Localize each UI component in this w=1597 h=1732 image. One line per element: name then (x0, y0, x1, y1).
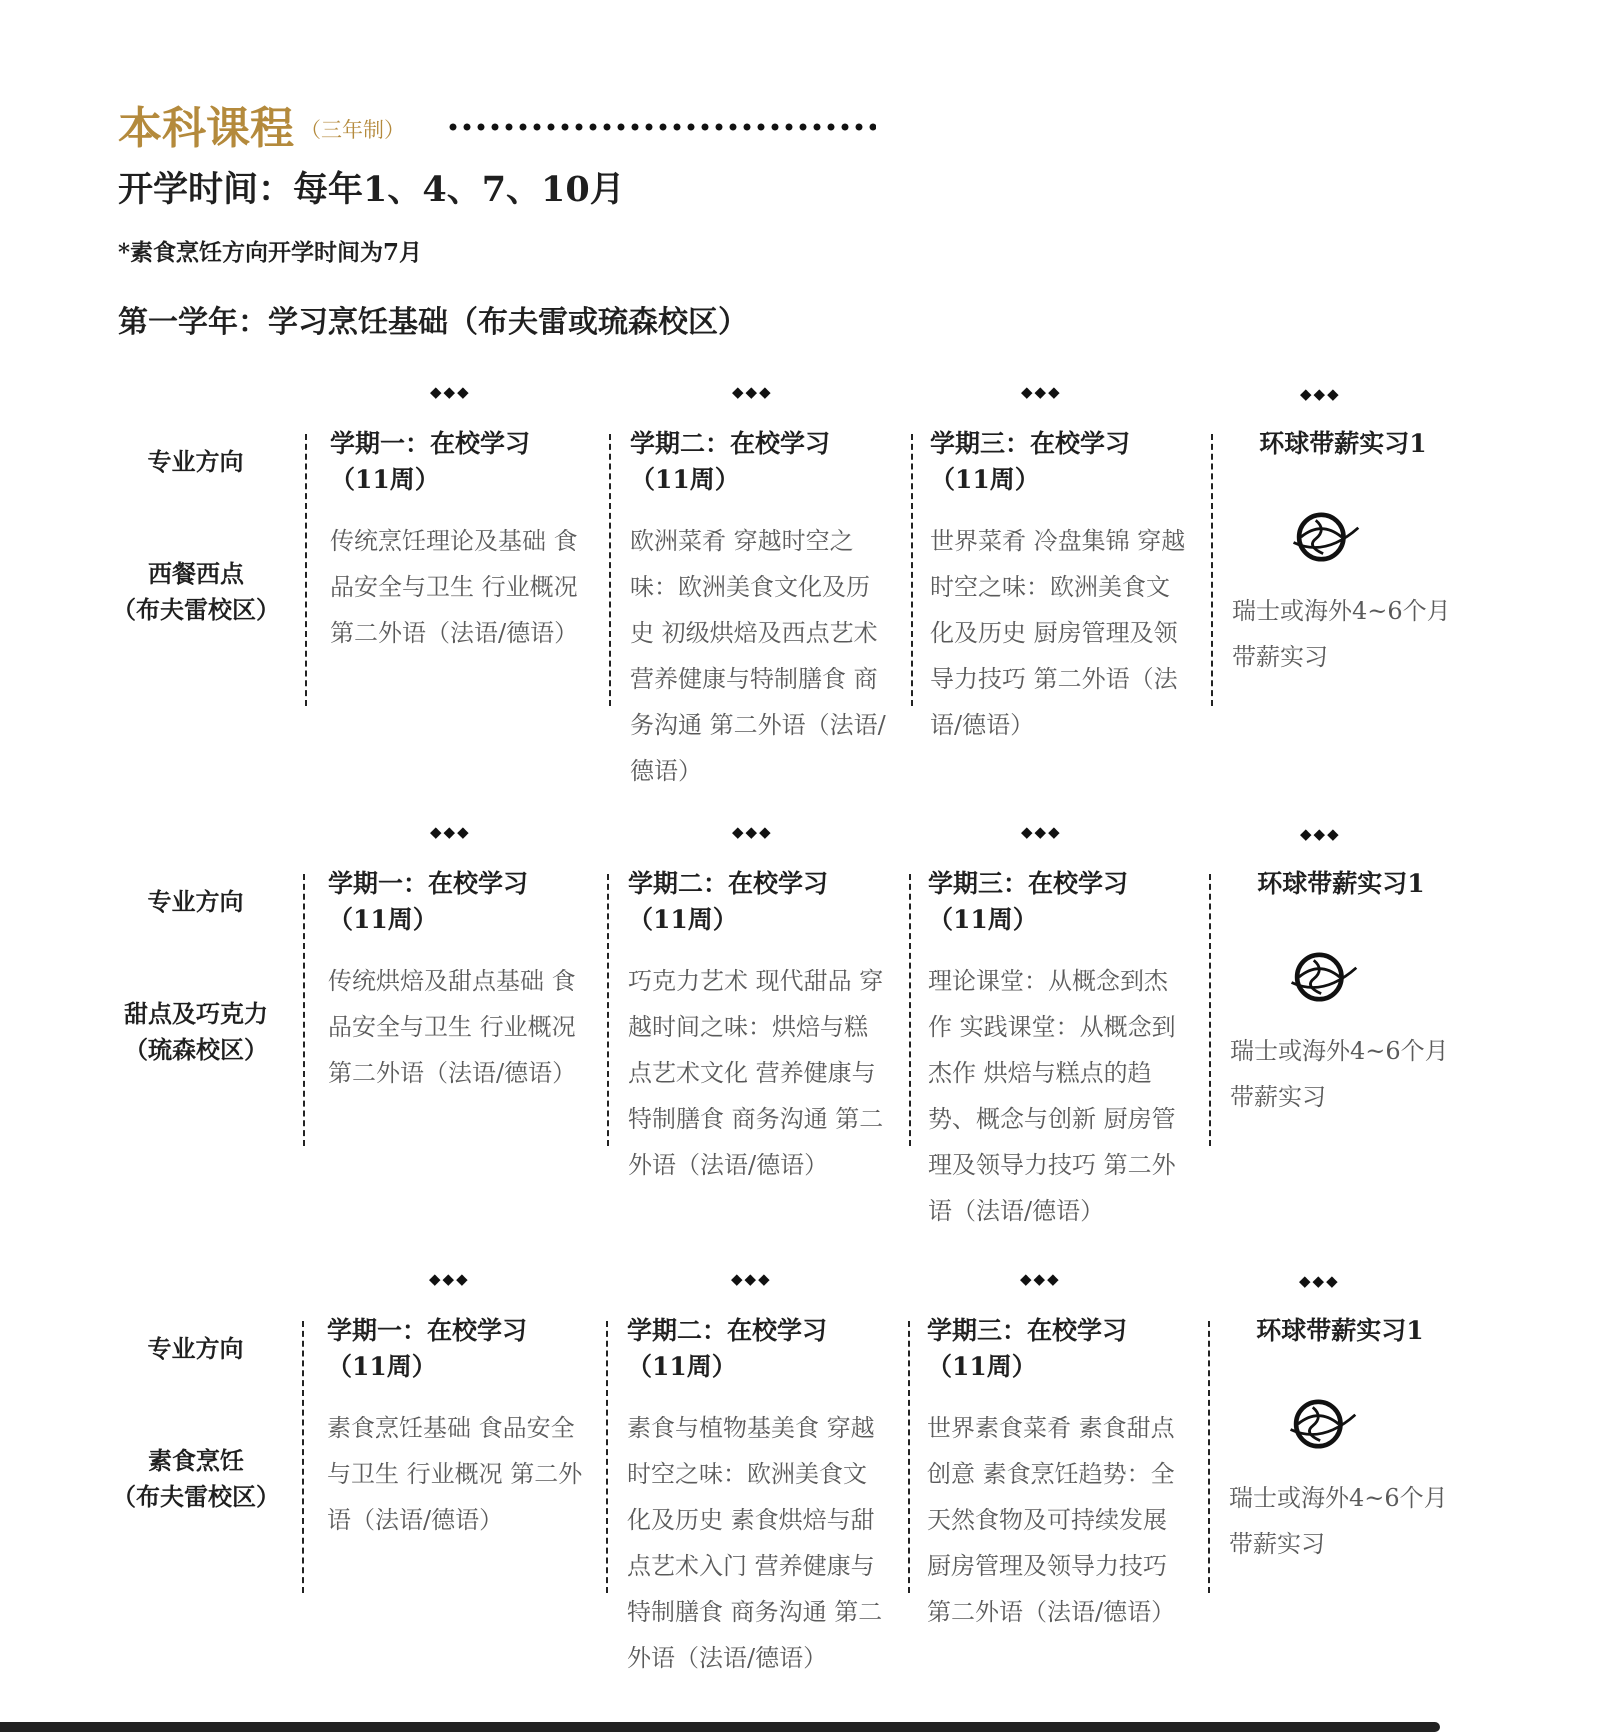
semester-title: 学期三：在校学习 (930, 429, 1131, 458)
semester-2-column (627, 1313, 889, 1681)
semester-courses: 素食与植物基美食 穿越时空之味：欧洲美食文化及历史 素食烘焙与甜点艺术入门 营养健康与特制膳食 商务沟通 第二外语（法语/德语） (627, 1414, 883, 1672)
major-name: 西餐西点 (148, 559, 244, 588)
major-campus: （布夫雷校区） (112, 1482, 280, 1511)
semester-courses: 巧克力艺术 现代甜品 穿越时间之味：烘焙与糕点艺术文化 营养健康与特制膳食 商务沟通 第二外语（法语/德语） (628, 967, 884, 1179)
bottom-rule (0, 1722, 1440, 1732)
internship-body: 瑞士或海外4~6个月带薪实习 (1229, 1484, 1448, 1558)
semester-3-column (928, 866, 1190, 1234)
semester-weeks: （11周） (930, 465, 1040, 494)
diamond-ornament: ◆◆◆ (430, 383, 471, 401)
semester-1-column (328, 866, 588, 1096)
semester-title: 学期一：在校学习 (328, 869, 529, 898)
dashed-separator (908, 1321, 910, 1593)
semester-courses: 欧洲菜肴 穿越时空之味：欧洲美食文化及历史 初级烘焙及西点艺术 营养健康与特制膳食 商务沟通 第二外语（法语/德语） (630, 527, 886, 785)
diamond-ornament: ◆◆◆ (732, 383, 773, 401)
semester-weeks: （11周） (627, 1352, 737, 1381)
internship-title: 环球带薪实习1 (1257, 869, 1425, 898)
dotted-divider (446, 122, 876, 132)
diamond-ornament: ◆◆◆ (1020, 1270, 1061, 1288)
page-title: 本科课程 (118, 103, 294, 154)
internship-column (1232, 426, 1472, 680)
diamond-ornament: ◆◆◆ (1300, 825, 1341, 843)
dashed-separator (1208, 1321, 1210, 1593)
semester-weeks: （11周） (330, 465, 440, 494)
semester-courses: 传统烹饪理论及基础 食品安全与卫生 行业概况 第二外语（法语/德语） (330, 527, 579, 647)
diamond-ornament: ◆◆◆ (429, 1270, 470, 1288)
major-tag: 专业方向 (147, 1334, 244, 1363)
internship-body: 瑞士或海外4~6个月带薪实习 (1230, 1037, 1449, 1111)
semester-title: 学期二：在校学习 (627, 1316, 828, 1345)
dashed-separator (303, 874, 305, 1146)
semester-3-column (930, 426, 1192, 748)
semester-title: 学期三：在校学习 (928, 869, 1129, 898)
diamond-ornament: ◆◆◆ (1021, 823, 1062, 841)
dashed-separator (911, 434, 913, 706)
semester-weeks: （11周） (328, 905, 438, 934)
dashed-separator (606, 1321, 608, 1593)
globe-icon (1285, 1387, 1359, 1461)
internship-title: 环球带薪实习1 (1256, 1316, 1424, 1345)
major-tag: 专业方向 (147, 887, 244, 916)
major-tag: 专业方向 (147, 447, 244, 476)
diamond-ornament: ◆◆◆ (1299, 1272, 1340, 1290)
major-name: 甜点及巧克力 (124, 999, 268, 1028)
diamond-ornament: ◆◆◆ (732, 823, 773, 841)
semester-title: 学期一：在校学习 (327, 1316, 528, 1345)
major-campus: （布夫雷校区） (112, 595, 280, 624)
start-time-heading: 开学时间：每年1、4、7、10月 (118, 169, 625, 210)
semester-1-column (330, 426, 590, 656)
globe-icon (1286, 940, 1360, 1014)
semester-weeks: （11周） (628, 905, 738, 934)
internship-body: 瑞士或海外4~6个月带薪实习 (1232, 597, 1451, 671)
major-name: 素食烹饪 (148, 1446, 244, 1475)
dashed-separator (609, 434, 611, 706)
semester-courses: 传统烘焙及甜点基础 食品安全与卫生 行业概况 第二外语（法语/德语） (328, 967, 577, 1087)
semester-3-column (927, 1313, 1189, 1635)
semester-title: 学期二：在校学习 (628, 869, 829, 898)
page-subtitle: （三年制） (300, 118, 405, 142)
semester-courses: 世界素食菜肴 素食甜点创意 素食烹饪趋势：全天然食物及可持续发展 厨房管理及领导力技巧 第二外语（法语/德语） (927, 1414, 1176, 1626)
globe-icon (1288, 500, 1362, 574)
semester-title: 学期二：在校学习 (630, 429, 831, 458)
dashed-separator (909, 874, 911, 1146)
semester-courses: 素食烹饪基础 食品安全与卫生 行业概况 第二外语（法语/德语） (327, 1414, 583, 1534)
semester-weeks: （11周） (927, 1352, 1037, 1381)
diamond-ornament: ◆◆◆ (731, 1270, 772, 1288)
diamond-ornament: ◆◆◆ (1021, 383, 1062, 401)
semester-2-column (628, 866, 890, 1188)
semester-title: 学期一：在校学习 (330, 429, 531, 458)
semester-courses: 世界菜肴 冷盘集锦 穿越时空之味：欧洲美食文化及历史 厨房管理及领导力技巧 第二外语（法语/德语） (930, 527, 1186, 739)
major-campus: （琉森校区） (124, 1035, 268, 1064)
dashed-separator (1209, 874, 1211, 1146)
semester-courses: 理论课堂：从概念到杰作 实践课堂：从概念到杰作 烘焙与糕点的趋势、概念与创新 厨房管理及领导力技巧 第二外语（法语/德语） (928, 967, 1176, 1225)
semester-2-column (630, 426, 892, 794)
internship-column (1229, 1313, 1469, 1567)
semester-weeks: （11周） (928, 905, 1038, 934)
dashed-separator (302, 1321, 304, 1593)
semester-1-column (327, 1313, 589, 1543)
internship-title: 环球带薪实习1 (1259, 429, 1427, 458)
semester-weeks: （11周） (327, 1352, 437, 1381)
dashed-separator (305, 434, 307, 706)
year-heading: 第一学年：学习烹饪基础（布夫雷或琉森校区） (118, 305, 748, 340)
start-time-note: *素食烹饪方向开学时间为7月 (118, 239, 423, 266)
dashed-separator (1211, 434, 1213, 706)
semester-title: 学期三：在校学习 (927, 1316, 1128, 1345)
internship-column (1230, 866, 1470, 1120)
semester-weeks: （11周） (630, 465, 740, 494)
dashed-separator (607, 874, 609, 1146)
diamond-ornament: ◆◆◆ (430, 823, 471, 841)
diamond-ornament: ◆◆◆ (1300, 385, 1341, 403)
